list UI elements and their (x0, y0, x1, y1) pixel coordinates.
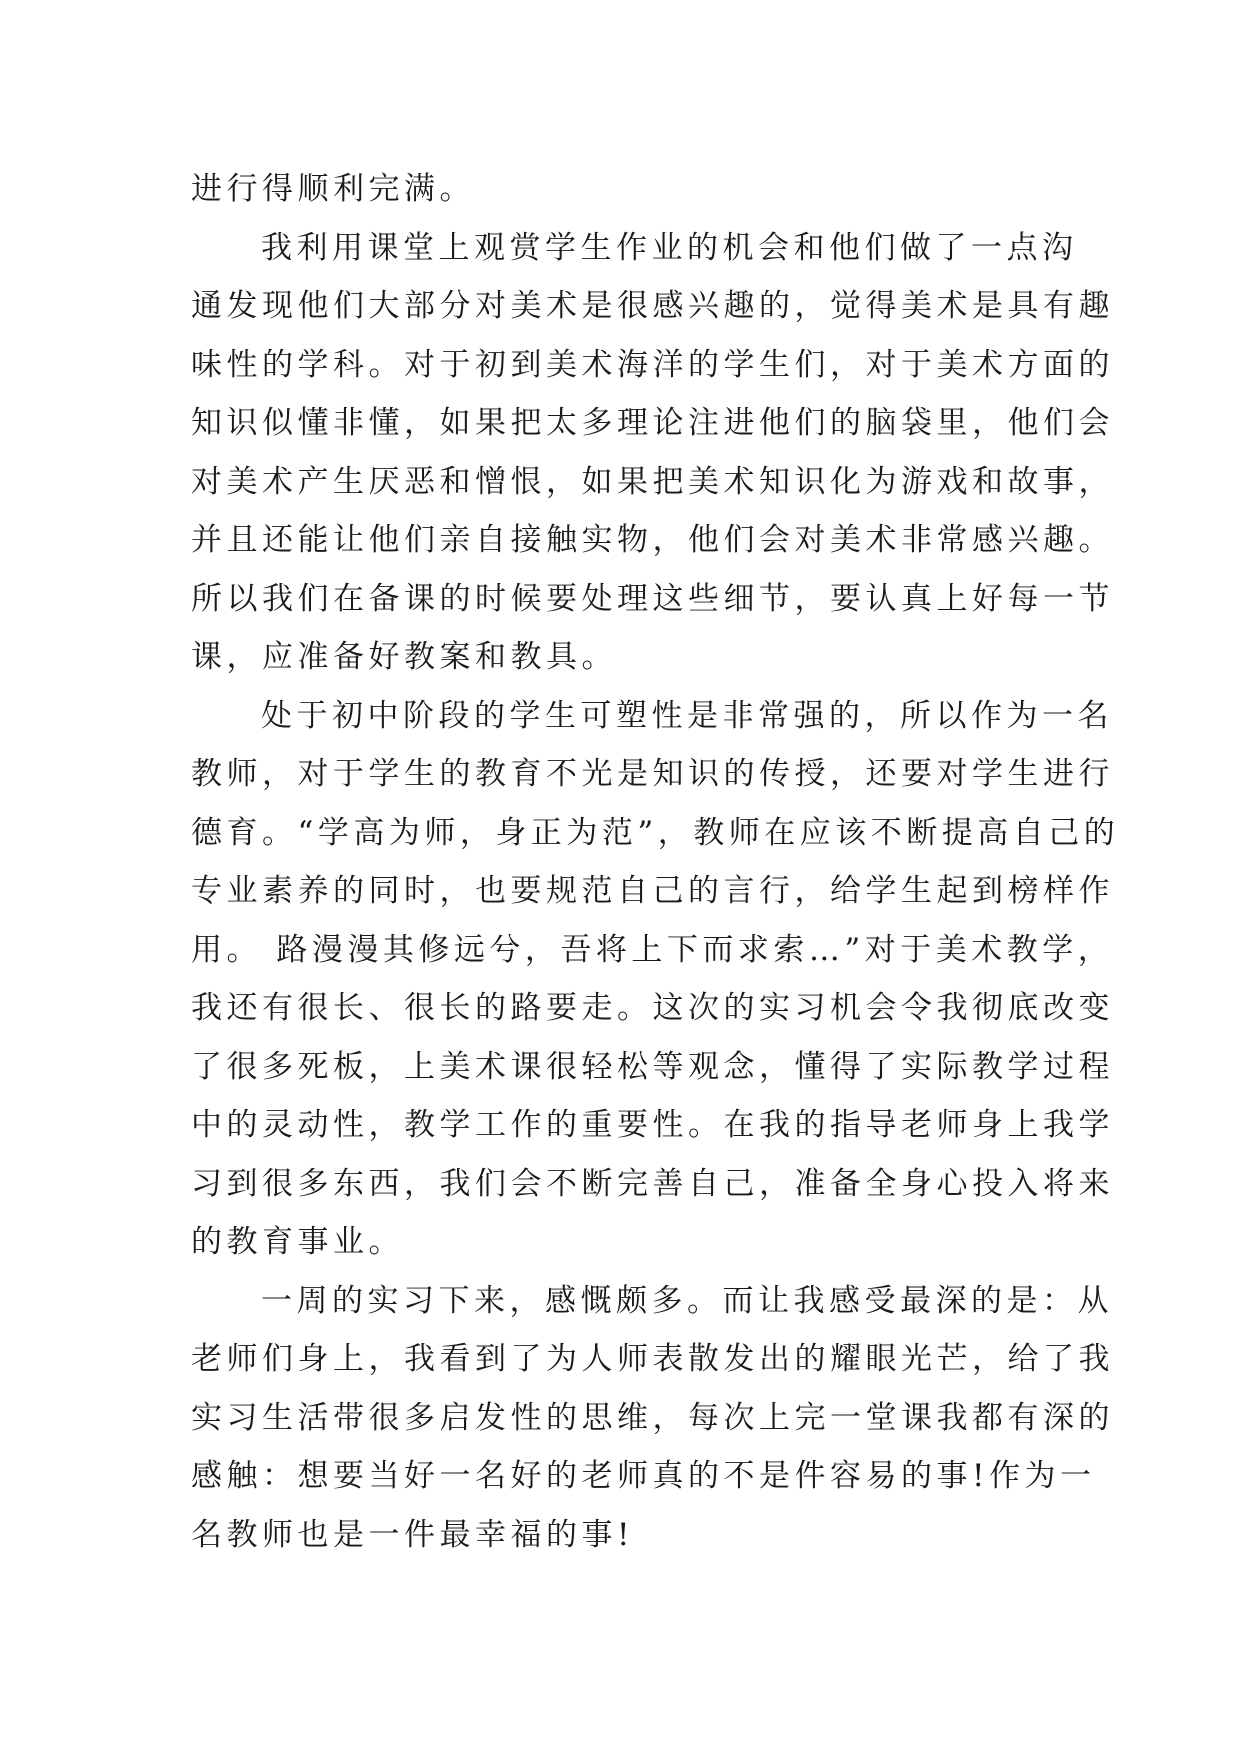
text-line: 我还有很长、很长的路要走。这次的实习机会令我彻底改变 (191, 990, 1114, 1026)
text-line: 感触：想要当好一名好的老师真的不是件容易的事!作为一 (191, 1458, 1096, 1494)
text-line: 了很多死板，上美术课很轻松等观念，懂得了实际教学过程 (191, 1048, 1114, 1085)
text-line: 课，应准备好教案和教具。 (191, 639, 617, 675)
text-line: 名教师也是一件最幸福的事! (191, 1516, 634, 1553)
text-line: 专业素养的同时，也要规范自己的言行，给学生起到榜样作 (191, 873, 1114, 909)
text-line: 进行得顺利完满。 (191, 171, 475, 207)
text-line: 老师们身上，我看到了为人师表散发出的耀眼光芒，给了我 (191, 1341, 1114, 1377)
text-line: 对美术产生厌恶和憎恨，如果把美术知识化为游戏和故事， (191, 463, 1114, 500)
text-line: 中的灵动性，教学工作的重要性。在我的指导老师身上我学 (191, 1107, 1114, 1143)
text-line: 所以我们在备课的时候要处理这些细节，要认真上好每一节 (191, 580, 1114, 617)
text-line: 实习生活带很多启发性的思维，每次上完一堂课我都有深的 (191, 1399, 1114, 1436)
text-line: 用。 路漫漫其修远兮，吾将上下而求索…”对于美术教学， (191, 931, 1114, 968)
text-line: 知识似懂非懂，如果把太多理论注进他们的脑袋里，他们会 (191, 405, 1114, 441)
document-body (191, 160, 1120, 1564)
text-line: 通发现他们大部分对美术是很感兴趣的，觉得美术是具有趣 (191, 288, 1114, 324)
text-line: 习到很多东西，我们会不断完善自己，准备全身心投入将来 (191, 1165, 1114, 1202)
text-line: 一周的实习下来，感慨颇多。而让我感受最深的是：从 (261, 1282, 1113, 1319)
text-line: 处于初中阶段的学生可塑性是非常强的，所以作为一名 (261, 697, 1113, 734)
text-line: 教师，对于学生的教育不光是知识的传授，还要对学生进行 (191, 756, 1114, 792)
text-line: 我利用课堂上观赏学生作业的机会和他们做了一点沟 (261, 229, 1078, 266)
text-line: 味性的学科。对于初到美术海洋的学生们，对于美术方面的 (191, 346, 1114, 383)
text-line: 的教育事业。 (191, 1224, 404, 1260)
text-line: 并且还能让他们亲自接触实物，他们会对美术非常感兴趣。 (191, 522, 1114, 558)
text-line: 德育。“学高为师，身正为范”，教师在应该不断提高自己的 (191, 814, 1120, 851)
